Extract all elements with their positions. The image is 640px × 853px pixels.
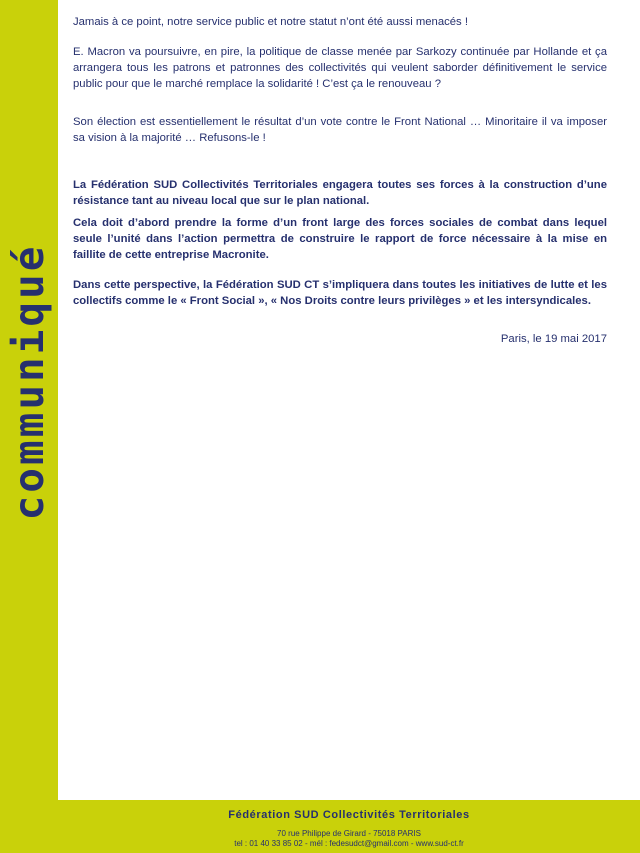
footer-title: Fédération SUD Collectivités Territoriales	[228, 809, 470, 821]
communique-label: communiqué	[5, 243, 53, 521]
signature-date: Paris, le 19 mai 2017	[500, 333, 607, 345]
paragraph-2: E. Macron va poursuivre, en pire, la politique de classe menée par Sarkozy continuée par Hollande et ça arrangera tous les patrons et patronnes des collectivités qui veulent saborder définitivement le service public pour que le marché remplace la solidarité ! C’est ça le renouveau ?	[73, 46, 607, 90]
document-body	[73, 14, 607, 347]
paragraph-5: Cela doit d’abord prendre la forme d’un front large des forces sociales de combat dans lequel seule l’unité dans l’action permettra de construire le rapport de force nécessaire à la mise en faillite de cette entreprise Macronite.	[73, 217, 607, 261]
sidebar-band	[0, 0, 58, 853]
paragraph-6: Dans cette perspective, la Fédération SUD CT s’impliquera dans toutes les initiatives de lutte et les collectifs comme le « Front Social », « Nos Droits contre leurs privilèges » et les intersyndicales.	[73, 279, 607, 307]
paragraph-4: La Fédération SUD Collectivités Territoriales engagera toutes ses forces à la construction d’une résistance tant au niveau local que sur le plan national.	[73, 179, 607, 207]
paragraph-3: Son élection est essentiellement le résultat d’un vote contre le Front National … Minoritaire il va imposer sa vision à la majorité … Refusons-le !	[73, 116, 607, 144]
footer-band	[0, 800, 640, 853]
paragraph-1: Jamais à ce point, notre service public et notre statut n’ont été aussi menacés !	[73, 16, 468, 28]
footer-contact: tel : 01 40 33 85 02 - mél : fedesudct@gmail.com - www.sud-ct.fr	[234, 839, 464, 848]
footer-address: 70 rue Philippe de Girard - 75018 PARIS	[277, 829, 421, 838]
